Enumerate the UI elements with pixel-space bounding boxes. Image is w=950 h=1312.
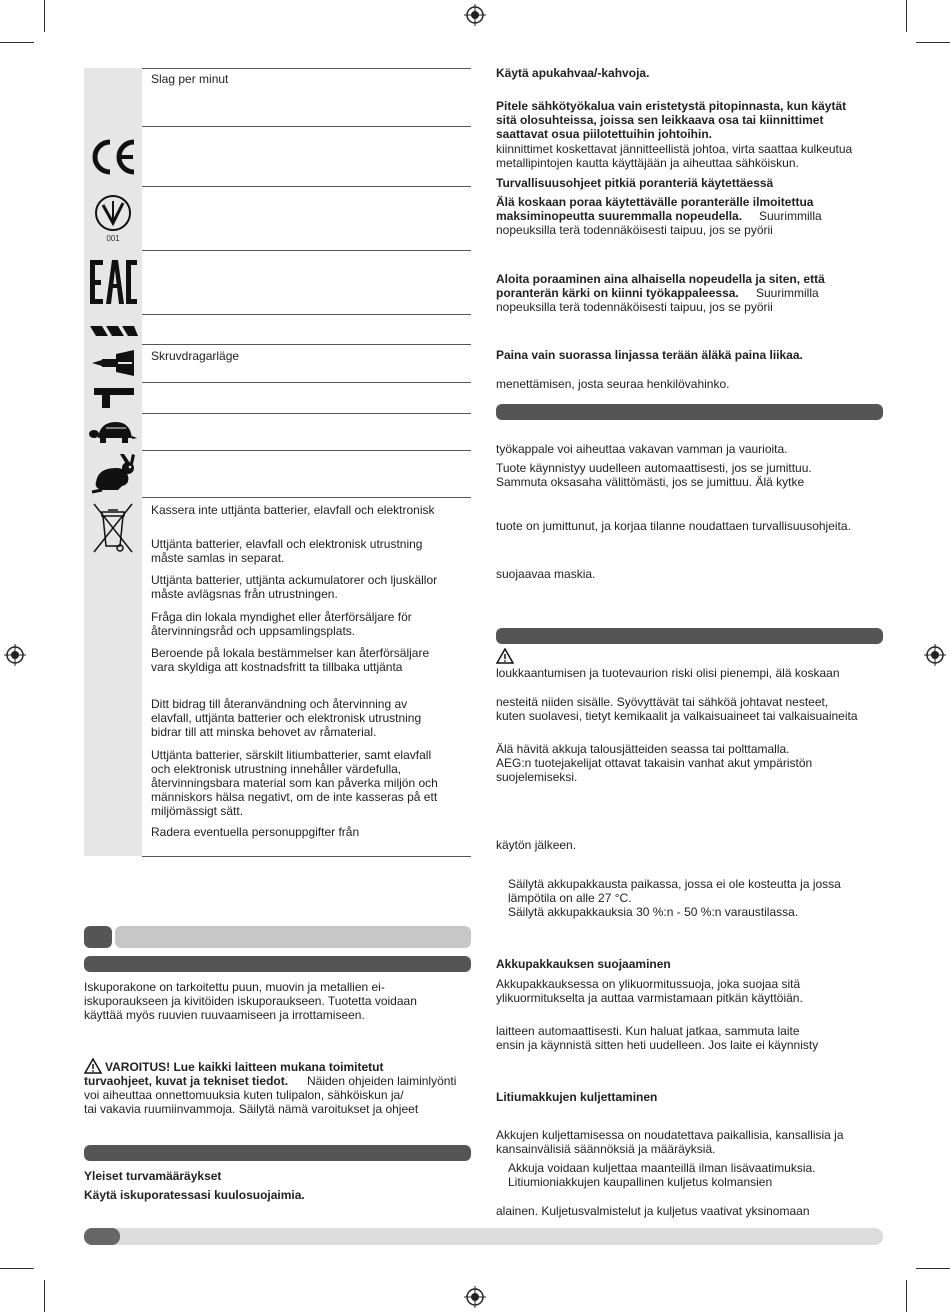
disposal-paragraph: Beroende på lokala bestämmelser kan återförsäljare vara skyldiga att kostnadsfritt ta tillbaka uttjänta bbox=[151, 646, 430, 674]
crop-mark bbox=[906, 1280, 907, 1312]
row-divider bbox=[142, 413, 471, 414]
page-number-tab bbox=[84, 1228, 120, 1245]
row-divider bbox=[142, 856, 471, 857]
mask-text: suojaavaa maskia. bbox=[496, 567, 596, 581]
liquids-text: nesteitä niiden sisälle. Syövyttävät tai sähköä johtavat nesteet, kuten suolavesi, tietyt kemikaalit ja valkaisuaineet tai valkaisuaineita bbox=[496, 695, 858, 723]
max-speed-rest-2: nopeuksilla terä todennäköisesti taipuu, jos se pyörii bbox=[496, 223, 773, 237]
low-speed-rest-2: nopeuksilla terä todennäköisesti taipuu, jos se pyörii bbox=[496, 300, 773, 314]
crop-mark bbox=[916, 1268, 950, 1269]
general-safety-heading: Yleiset turvamääräykset bbox=[84, 1169, 222, 1183]
ce-mark-icon bbox=[88, 136, 138, 178]
disposal-paragraph: Fråga din lokala myndighet eller återförsäljare för återvinningsråd och uppsamlingsplats. bbox=[151, 610, 412, 638]
ukrsepro-code: 001 bbox=[106, 234, 120, 243]
auto-stop-text: laitteen automaattisesti. Kun haluat jatkaa, sammuta laite ensin ja käynnistä sitten heti uudelleen. Jos laite ei käynnisty bbox=[496, 1024, 819, 1052]
storage-text: Säilytä akkupakkausta paikassa, jossa ei ole kosteutta ja jossa lämpötila on alle 27 °C. Säilytä akkupakkauksia 30 %:n - 50 %:n varaustilassa. bbox=[508, 877, 841, 919]
ukrsepro-mark bbox=[88, 192, 138, 246]
low-speed-rest: Suurimmilla bbox=[756, 286, 819, 300]
crossed-bin-icon bbox=[88, 502, 138, 556]
row-divider bbox=[142, 344, 471, 345]
row-divider bbox=[142, 186, 471, 187]
battery-protection-heading: Akkupakkauksen suojaaminen bbox=[496, 957, 671, 971]
crop-mark bbox=[44, 1280, 45, 1312]
disposal-paragraph: Uttjänta batterier, elavfall och elektronisk utrustning måste samlas in separat. bbox=[151, 537, 423, 565]
rabbit-fast-icon bbox=[88, 454, 138, 494]
row-divider bbox=[142, 68, 471, 69]
after-use-text: käytön jälkeen. bbox=[496, 838, 577, 852]
low-speed-bold: Aloita poraaminen aina alhaisella nopeudella ja siten, että poranterän kärki on kiinni työkappaleessa. bbox=[496, 272, 825, 300]
intended-use-text: Iskuporakone on tarkoitettu puun, muovin ja metallien ei- iskuporaukseen ja kivitöiden iskuporaukseen. Tuotetta voidaan käyttää myös ruuvien ruuvaamiseen ja irrottamiseen. bbox=[84, 980, 417, 1022]
jammed-text: tuote on jumittunut, ja korjaa tilanne noudattaen turvallisuusohjeita. bbox=[496, 519, 851, 533]
auxiliary-handle-text: Käytä apukahvaa/-kahvoja. bbox=[496, 66, 650, 80]
hammer-drill-mode-icon bbox=[88, 320, 138, 340]
safety-bar bbox=[84, 1145, 471, 1161]
insulated-grip-text: kiinnittimet koskettavat jännitteellistä johtoa, virta saattaa kulkeutua metallipintojen kautta käyttäjään ja aiheuttaa sähköiskun. bbox=[496, 142, 853, 170]
loss-of-control-text: menettämisen, josta seuraa henkilövahinko. bbox=[496, 377, 730, 391]
screwdriver-icon bbox=[88, 348, 138, 378]
crop-mark bbox=[916, 42, 950, 43]
row-text-screwdriver: Skruvdragarläge bbox=[151, 349, 240, 363]
eac-mark-icon bbox=[88, 256, 138, 308]
row-divider bbox=[142, 497, 471, 498]
transport-regulations-text: Akkujen kuljettamisessa on noudatettava paikallisia, kansallisia ja kansainvälisiä säännöksiä ja määräyksiä. bbox=[496, 1128, 844, 1156]
footer-bar bbox=[84, 1228, 883, 1245]
turtle-slow-icon bbox=[88, 418, 138, 446]
overload-text: Akkupakkauksessa on ylikuormitussuoja, joka suojaa sitä ylikuormitukselta ja auttaa varmistamaan pitkän käyttöiän. bbox=[496, 977, 803, 1005]
right-section-bar-1 bbox=[496, 404, 883, 420]
crop-mark bbox=[44, 0, 45, 32]
row-divider bbox=[142, 126, 471, 127]
registration-mark-icon bbox=[924, 644, 946, 666]
row-divider bbox=[142, 250, 471, 251]
road-transport-text: Akkuja voidaan kuljettaa maanteillä ilman lisävaatimuksia. Litiumioniakkujen kaupallinen kuljetus kolmansien bbox=[508, 1161, 816, 1189]
row-divider bbox=[142, 314, 471, 315]
disposal-paragraph: Ditt bidrag till återanvändning och återvinning av elavfall, uttjänta batterier och elektronisk utrustning bidrar till att minska behovet av råmaterial. bbox=[151, 697, 422, 739]
section-title-bar bbox=[115, 926, 471, 948]
registration-mark-icon bbox=[464, 4, 486, 26]
section-number-box bbox=[84, 926, 112, 948]
battery-disposal-text: Älä hävitä akkuja talousjätteiden seassa tai polttamalla. AEG:n tuotejakelijat ottavat takaisin vanhat akut ympäristön suojelemiseksi. bbox=[496, 742, 813, 784]
injury-risk-text: loukkaantumisen ja tuotevaurion riski olisi pienempi, älä koskaan bbox=[496, 666, 840, 680]
crop-mark bbox=[0, 1268, 34, 1269]
long-bits-heading: Turvallisuusohjeet pitkiä poranteriä käytettäessä bbox=[496, 176, 774, 190]
hammer-icon bbox=[88, 386, 138, 410]
max-speed-bold: Älä koskaan poraa käytettävälle poranterälle ilmoitettua maksiminopeutta suuremmalla nopeudella. bbox=[496, 195, 814, 223]
ukrsepro-mark-icon bbox=[88, 192, 138, 234]
max-speed-rest: Suurimmilla bbox=[759, 209, 822, 223]
row-divider bbox=[142, 450, 471, 451]
row-text-spm: Slag per minut bbox=[151, 72, 229, 86]
row-divider bbox=[142, 382, 471, 383]
workpiece-text: työkappale voi aiheuttaa vakavan vamman ja vaurioita. bbox=[496, 442, 788, 456]
right-section-bar-2 bbox=[496, 628, 883, 644]
crop-mark bbox=[906, 0, 907, 32]
lithium-transport-heading: Litiumakkujen kuljettaminen bbox=[496, 1090, 658, 1104]
restart-text: Tuote käynnistyy uudelleen automaattisesti, jos se jumittuu. Sammuta oksasaha välittömästi, jos se jumittuu. Älä kytke bbox=[496, 461, 812, 489]
transport-prep-text: alainen. Kuljetusvalmistelut ja kuljetus vaativat yksinomaan bbox=[496, 1204, 810, 1218]
disposal-paragraph: Radera eventuella personuppgifter från bbox=[151, 825, 360, 839]
straight-line-text: Paina vain suorassa linjassa terään äläkä paina liikaa. bbox=[496, 348, 803, 362]
warning-bold-text: VAROITUS! Lue kaikki laitteen mukana toimitetut turvaohjeet, kuvat ja tekniset tiedot. bbox=[84, 1060, 384, 1088]
registration-mark-icon bbox=[464, 1286, 486, 1308]
warning-rest-text: Näiden ohjeiden laiminlyönti voi aiheuttaa onnettomuuksia kuten tulipalon, sähköiskun ja/ tai vakavia ruumiinvammoja. Säilytä nämä varoitukset ja ohjeet bbox=[84, 1074, 457, 1116]
warning-triangle-icon bbox=[496, 648, 514, 664]
crop-mark bbox=[0, 42, 34, 43]
disposal-paragraph: Uttjänta batterier, särskilt litiumbatterier, samt elavfall och elektronisk utrustning innehåller värdefulla, återvinningsbara material som kan påverka miljön och människors hälsa negativt, om de inte kasseras på ett miljömässigt sätt. bbox=[151, 748, 438, 818]
ear-protection-text: Käytä iskuporatessasi kuulosuojaimia. bbox=[84, 1188, 305, 1202]
disposal-paragraph: Kassera inte uttjänta batterier, elavfall och elektronisk bbox=[151, 503, 435, 517]
registration-mark-icon bbox=[4, 644, 26, 666]
insulated-grip-bold: Pitele sähkötyökalua vain eristetystä pitopinnasta, kun käytät sitä olosuhteissa, joissa sen leikkaava osa tai kiinnittimet saattavat osua piilotettuihin johtoihin. bbox=[496, 99, 847, 141]
subsection-bar bbox=[84, 956, 471, 972]
disposal-paragraph: Uttjänta batterier, uttjänta ackumulatorer och ljuskällor måste avlägsnas från utrustningen. bbox=[151, 573, 438, 601]
